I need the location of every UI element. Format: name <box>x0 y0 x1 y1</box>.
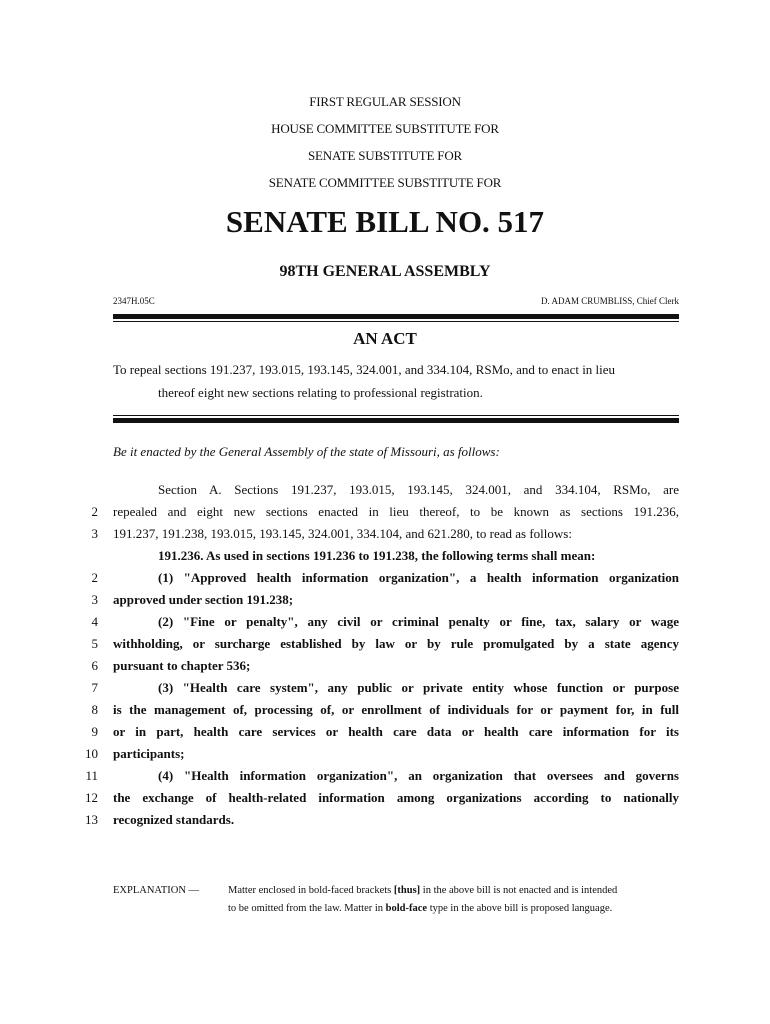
act-rule-thin <box>113 415 679 416</box>
explanation-text: Matter enclosed in bold-faced brackets <box>228 885 394 896</box>
act-purpose-line-2: thereof eight new sections relating to professional registration. <box>158 385 483 400</box>
section-191-236-line-4: (2) "Fine or penalty", any civil or criminal penalty or fine, tax, salary or wage <box>158 614 679 629</box>
section-191-236-line-1: 191.236. As used in sections 191.236 to 191.238, the following terms shall mean: <box>158 548 596 563</box>
section-191-236-line-12: the exchange of health-related information among organizations according to nationally <box>113 790 679 805</box>
explanation-text: in the above bill is not enacted and is intended <box>420 885 618 896</box>
section-191-236-line-7: (3) "Health care system", any public or private entity whose function or purpose <box>158 680 679 695</box>
line-number: 5 <box>91 636 98 651</box>
chief-clerk: D. ADAM CRUMBLISS, Chief Clerk <box>540 296 679 306</box>
assembly-heading: 98TH GENERAL ASSEMBLY <box>279 263 491 280</box>
act-rule-thick <box>113 418 679 423</box>
substitute-heading-committee: SENATE COMMITTEE SUBSTITUTE FOR <box>268 175 502 190</box>
act-purpose-line-1: To repeal sections 191.237, 193.015, 193.145, 324.001, and 334.104, RSMo, and to enact in lieu <box>113 362 616 377</box>
section-191-236-line-9: or in part, health care services or health care data or health care information for its <box>113 724 679 739</box>
line-number: 12 <box>85 790 98 805</box>
section-191-236-line-8: is the management of, processing of, or enrollment of individuals for or payment for, in full <box>113 702 679 717</box>
line-number: 2 <box>91 504 98 519</box>
act-title: AN ACT <box>353 329 417 348</box>
line-number: 2 <box>91 570 98 585</box>
header-rule-thick <box>113 314 679 319</box>
section-a-line-3: 191.237, 191.238, 193.015, 193.145, 324.001, 334.104, and 621.280, to read as follows: <box>113 526 572 541</box>
explanation-boldface-example: bold-face <box>385 903 428 914</box>
section-191-236-line-13: recognized standards. <box>113 812 235 827</box>
line-number: 13 <box>85 812 98 827</box>
section-191-236-line-3: approved under section 191.238; <box>113 592 294 607</box>
document-code: 2347H.05C <box>113 296 155 306</box>
line-number: 4 <box>91 614 98 629</box>
section-a-line-1: Section A. Sections 191.237, 193.015, 193.145, 324.001, and 334.104, RSMo, are <box>158 482 679 497</box>
explanation-line-2 <box>228 903 612 914</box>
header-rule-thin <box>113 321 679 322</box>
explanation-bracket-example: [thus] <box>393 885 421 896</box>
line-number: 6 <box>91 658 98 673</box>
section-191-236-line-10: participants; <box>113 746 185 761</box>
explanation-text: type in the above bill is proposed language. <box>427 903 613 914</box>
line-number: 9 <box>91 724 98 739</box>
substitute-heading-house: HOUSE COMMITTEE SUBSTITUTE FOR <box>271 121 499 136</box>
line-number: 11 <box>85 768 98 783</box>
section-191-236-line-6: pursuant to chapter 536; <box>113 658 251 673</box>
line-number: 3 <box>91 592 98 607</box>
line-number: 7 <box>91 680 98 695</box>
line-number: 8 <box>91 702 98 717</box>
explanation-line-1 <box>228 885 617 896</box>
section-191-236-line-5: withholding, or surcharge established by law or by rule promulgated by a state agency <box>113 636 679 651</box>
section-191-236-line-2: (1) "Approved health information organization", a health information organization <box>158 570 679 585</box>
session-heading: FIRST REGULAR SESSION <box>309 94 461 109</box>
explanation-text: to be omitted from the law. Matter in <box>228 903 386 914</box>
explanation-label: EXPLANATION — <box>113 885 200 896</box>
section-191-236-line-11: (4) "Health information organization", an organization that oversees and governs <box>158 768 679 783</box>
line-number: 10 <box>85 746 98 761</box>
substitute-heading-senate: SENATE SUBSTITUTE FOR <box>308 148 462 163</box>
line-number: 3 <box>91 526 98 541</box>
bill-title: SENATE BILL NO. 517 <box>225 204 545 239</box>
enacting-clause: Be it enacted by the General Assembly of the state of Missouri, as follows: <box>113 444 500 459</box>
section-a-line-2: repealed and eight new sections enacted in lieu thereof, to be known as sections 191.236, <box>113 504 679 519</box>
